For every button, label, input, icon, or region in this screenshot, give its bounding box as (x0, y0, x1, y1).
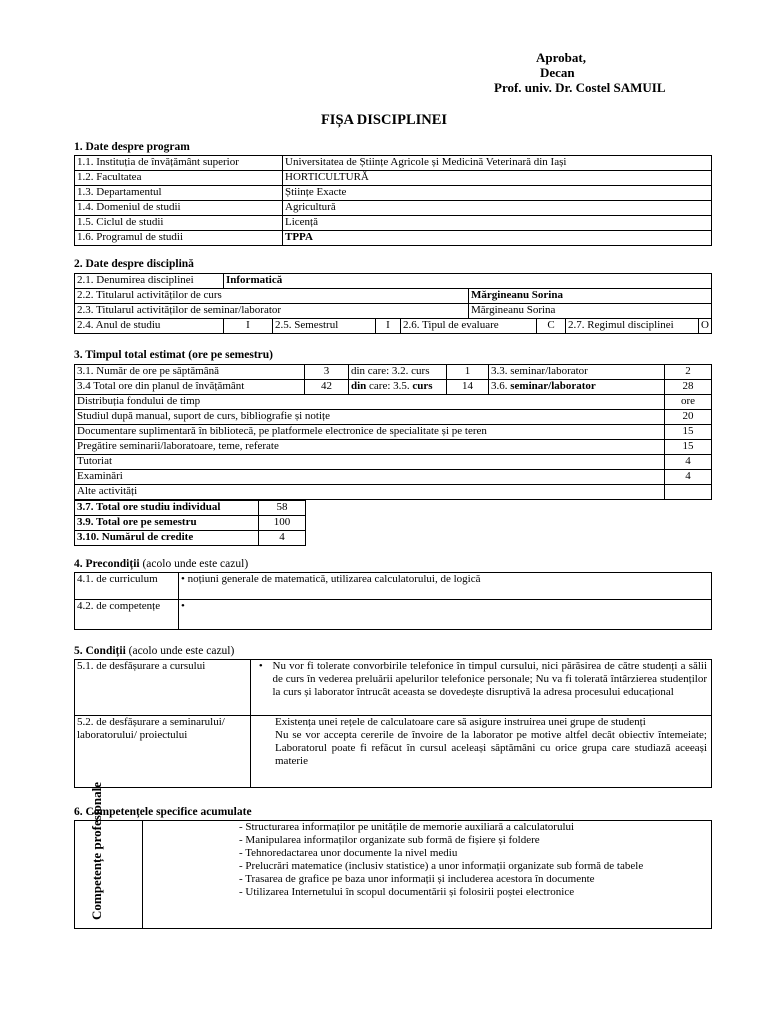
section-5-note: (acolo unde este cazul) (125, 645, 235, 657)
course-hours-total: 14 (447, 380, 489, 395)
field-label: 2.1. Denumirea disciplinei (75, 274, 224, 289)
field-label: 2.2. Titularul activităților de curs (75, 289, 469, 304)
section-6-heading: 6. Competențele specifice acumulate (74, 806, 252, 818)
section-4-heading (74, 558, 248, 570)
total-label: 3.7. Total ore studiu individual (75, 501, 259, 516)
field-label: 3.1. Număr de ore pe săptămână (75, 365, 305, 380)
lab-holder: Mărgineanu Sorina (469, 304, 712, 319)
preconditions-table (74, 572, 712, 630)
totals-table (74, 500, 306, 546)
table-row (75, 156, 712, 171)
activity-hours: 15 (665, 440, 712, 455)
approval-block (494, 50, 666, 95)
table-row (75, 440, 712, 455)
field-label: 2.7. Regimul disciplinei (566, 319, 699, 334)
field-value: Licență (283, 216, 712, 231)
section-1-heading: 1. Date despre program (74, 141, 190, 153)
section-3-heading: 3. Timpul total estimat (ore pe semestru) (74, 349, 273, 361)
hours-per-week: 3 (305, 365, 349, 380)
section-2-heading: 2. Date despre disciplină (74, 258, 194, 270)
lab-bold: seminar/laborator (510, 380, 596, 392)
total-label: 3.10. Numărul de credite (75, 531, 259, 546)
total-value: 100 (259, 516, 306, 531)
competence-value: • (179, 600, 712, 630)
table-row (75, 216, 712, 231)
regime-value: O (699, 319, 712, 334)
field-label: 5.2. de desfășurare a seminarului/ laboratorului/ proiectului (75, 716, 251, 788)
activity-hours: 15 (665, 425, 712, 440)
conditions-table (74, 659, 712, 788)
field-value: HORTICULTURĂ (283, 171, 712, 186)
field-label: 1.4. Domeniul de studii (75, 201, 283, 216)
field-label: 4.2. de competențe (75, 600, 179, 630)
activity-label: Examinări (75, 470, 665, 485)
course-hours-week: 1 (447, 365, 489, 380)
table-row (75, 516, 306, 531)
curs-bold: curs (412, 380, 433, 392)
field-label: 5.1. de desfășurare a cursului (75, 660, 251, 716)
side-label-cell (75, 781, 143, 929)
competence-item: - Tehnoredactarea unor documente la nivel mediu (239, 847, 458, 859)
table-row (75, 171, 712, 186)
field-value: Agricultură (283, 201, 712, 216)
total-value: 4 (259, 531, 306, 546)
course-conditions: Nu vor fi tolerate convorbirile telefonice în timpul cursului, nici părăsirea de către studenți a sălii de curs în vederea preluării apelurilor telefonice personale; Nu va fi tolerată întârzierea studenților la curs și laborator întrucât aceasta se dovedește disruptivă la adresa procesului educațional (271, 660, 712, 716)
total-label: 3.9. Total ore pe semestru (75, 516, 259, 531)
table-row (75, 455, 712, 470)
program-table (74, 155, 712, 246)
table-row (75, 231, 712, 246)
table-row (75, 470, 712, 485)
activity-label: Tutoriat (75, 455, 665, 470)
side-label: Competențe profesionale (88, 781, 104, 920)
table-row (75, 186, 712, 201)
competence-item: - Manipularea informaților organizate sub formă de fișiere și foldere (239, 834, 540, 846)
section-5-heading (74, 645, 234, 657)
field-label: 2.3. Titularul activităților de seminar/laborator (75, 304, 469, 319)
activity-hours: 4 (665, 470, 712, 485)
lab-hours-total: 28 (665, 380, 712, 395)
discipline-name: Informatică (224, 274, 712, 289)
lab-conditions (251, 716, 712, 788)
activity-hours: 4 (665, 455, 712, 470)
field-label: 4.1. de curriculum (75, 573, 179, 600)
distribution-label: Distribuția fondului de timp (75, 395, 665, 410)
time-table (74, 364, 712, 500)
course-holder: Mărgineanu Sorina (469, 289, 712, 304)
activity-label: Alte activități (75, 485, 665, 500)
competence-item: - Structurarea informaților pe unitățile de memorie auxiliară a calculatorului (239, 821, 575, 833)
bullet: • (251, 660, 271, 716)
field-label: 3.4 Total ore din planul de învățământ (75, 380, 305, 395)
table-row (75, 201, 712, 216)
field-label: 2.5. Semestrul (273, 319, 376, 334)
evaluation-value: C (537, 319, 566, 334)
field-label: 1.1. Instituția de învățământ superior (75, 156, 283, 171)
total-value: 58 (259, 501, 306, 516)
din-rest: care: 3.5. (366, 380, 413, 392)
field-value: Universitatea de Științe Agricole și Medicină Veterinară din Iași (283, 156, 712, 171)
distribution-unit: ore (665, 395, 712, 410)
activity-label: Documentare suplimentară în bibliotecă, pe platformele electronice de specialitate și pe teren (75, 425, 665, 440)
din-bold: din (351, 380, 367, 392)
semester-value: I (376, 319, 401, 334)
discipline-table (74, 273, 712, 334)
table-row (75, 410, 712, 425)
field-label (489, 380, 665, 395)
activity-hours: 20 (665, 410, 712, 425)
field-label: 2.4. Anul de studiu (75, 319, 224, 334)
field-label: 1.6. Programul de studii (75, 231, 283, 246)
field-label: 1.3. Departamentul (75, 186, 283, 201)
section-5-title: 5. Condiții (74, 645, 126, 657)
competences-list (143, 821, 712, 929)
field-label: 1.5. Ciclul de studii (75, 216, 283, 231)
field-label: 2.6. Tipul de evaluare (401, 319, 537, 334)
activity-hours (665, 485, 712, 500)
total-hours-plan: 42 (305, 380, 349, 395)
section-4-note: (acolo unde este cazul) (139, 558, 249, 570)
lab-hours-week: 2 (665, 365, 712, 380)
field-value: TPPA (283, 231, 712, 246)
dean-name: Prof. univ. Dr. Costel SAMUIL (494, 80, 666, 95)
activity-label: Studiul după manual, suport de curs, bibliografie și notițe (75, 410, 665, 425)
field-label: 3.3. seminar/laborator (489, 365, 665, 380)
competence-item: - Utilizarea Internetului în scopul documentării și folosirii poștei electronice (239, 886, 575, 898)
table-row (75, 425, 712, 440)
approval-label: Aprobat, (536, 50, 586, 65)
table-row (75, 501, 306, 516)
lab-condition-1: Existența unei rețele de calculatoare care să asigure instruirea unei grupe de studenți (275, 716, 646, 728)
activity-label: Pregătire seminarii/laboratoare, teme, referate (75, 440, 665, 455)
competence-item: - Trasarea de grafice pe baza unor informații și includerea acestora în documente (239, 873, 595, 885)
table-row (75, 531, 306, 546)
competence-item: - Prelucrări matematice (inclusiv statistice) a unor informații organizate sub formă de tabele (239, 860, 644, 872)
dean-label: Decan (540, 65, 575, 80)
field-label (349, 380, 447, 395)
page-title: FIȘA DISCIPLINEI (320, 112, 448, 128)
field-value: Științe Exacte (283, 186, 712, 201)
field-label: 1.2. Facultatea (75, 171, 283, 186)
table-row (75, 485, 712, 500)
section-4-title: 4. Precondiții (74, 558, 140, 570)
lab-prefix: 3.6. (491, 380, 511, 392)
lab-condition-2: Nu se vor accepta cererile de învoire de la laborator pe motive altfel decât obiectiv întemeiate; Laboratorul poate fi refăcut în cursul aceleași săptămâni cu orice grupa care studiază aceeași materie (275, 729, 707, 767)
year-value: I (224, 319, 273, 334)
field-label: din care: 3.2. curs (349, 365, 447, 380)
curriculum-value: • noțiuni generale de matematică, utilizarea calculatorului, de logică (179, 573, 712, 600)
